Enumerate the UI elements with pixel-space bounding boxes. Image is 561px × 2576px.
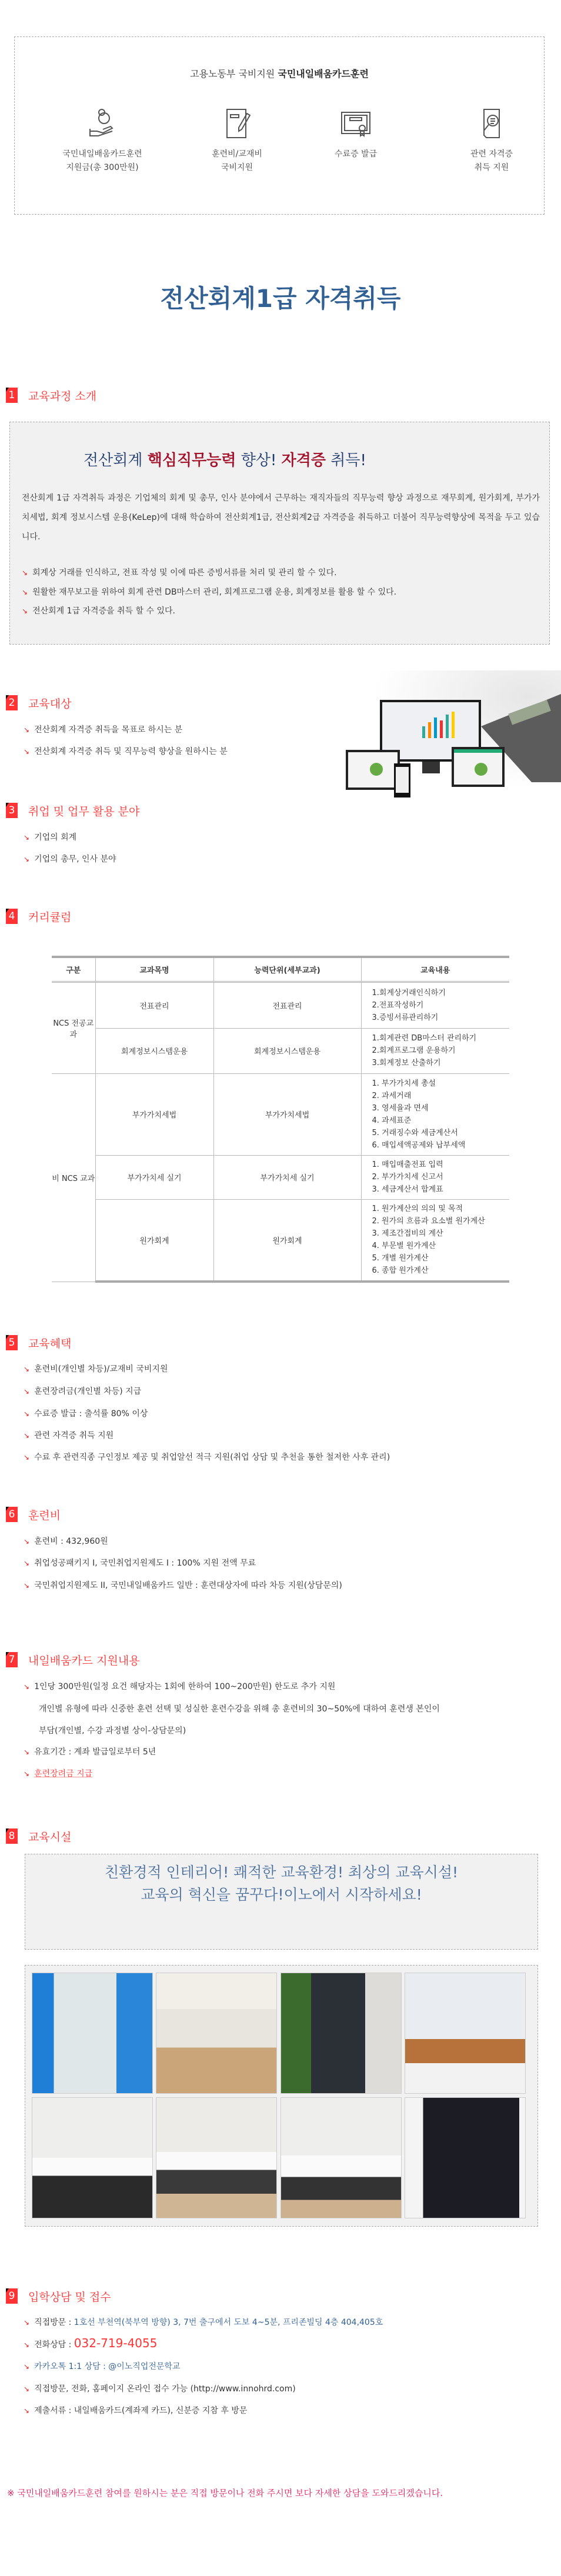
- subject-cell: 전표관리: [95, 982, 213, 1028]
- list-item-text: 훈련비(개인별 차등)/교재비 국비지원: [34, 1364, 168, 1374]
- certificate-icon: [340, 108, 372, 139]
- list-item-text: 수료 후 관련직종 구인정보 제공 및 취업알선 적극 지원(취업 상담 및 추천을 통한 철저한 사후 관리): [34, 1453, 390, 1462]
- hand-coin-icon: [86, 108, 118, 139]
- subject-cell: 원가회계: [95, 1199, 213, 1282]
- list-item-continuation: 개인별 유형에 따라 신중한 훈련 선택 및 성실한 훈련수강을 위해 총 훈련비의 30~50%에 대하여 훈련생 본인이: [39, 1704, 440, 1714]
- arrow-icon: ↘: [24, 2363, 30, 2371]
- unit-cell: 회계정보시스템운용: [213, 1028, 361, 1073]
- facility-slogan-box: [25, 1854, 538, 1950]
- list-item: [24, 1407, 148, 1419]
- section-title: 커리큘럼: [28, 910, 72, 924]
- arrow-icon: ↘: [24, 1453, 30, 1461]
- page-title: 전산회계1급 자격취득: [160, 284, 401, 313]
- slogan-line: 친환경적 인테리어! 쾌적한 교육환경! 최상의 교육시설!: [104, 1864, 459, 1881]
- table-row: [52, 1199, 509, 1282]
- course-intro-box: [9, 422, 550, 645]
- arrow-icon: ↘: [24, 1581, 30, 1590]
- arrow-icon: ↘: [24, 833, 30, 842]
- list-item-text: 훈련장려금(개인별 차등) 지급: [34, 1387, 142, 1396]
- list-item-text: 관련 자격증 취득 지원: [34, 1431, 114, 1440]
- footer-note: ※ 국민내일배움카드훈련 참여를 원하시는 분은 직접 방문이나 전화 주시면 보다 자세한 상담을 도와드리겠습니다.: [7, 2488, 443, 2498]
- feature-card: [433, 108, 550, 175]
- facility-photo-corridor: [280, 1973, 402, 2094]
- feature-label: 관련 자격증: [470, 149, 513, 159]
- section-header-card-support: [6, 1652, 140, 1667]
- list-item: [24, 2336, 157, 2350]
- arrow-icon: ↘: [24, 1365, 30, 1373]
- headline-part: 향상!: [236, 452, 282, 469]
- subject-cell: 부가가치세 실기: [95, 1155, 213, 1199]
- section-number-badge: 1: [6, 388, 18, 403]
- list-item-text: 회계상 거래를 인식하고, 전표 작성 및 이에 따른 증빙서류를 처리 및 관리 할 수 있다.: [32, 568, 337, 578]
- phone-label: 전화상담 :: [34, 2340, 74, 2350]
- list-item-text: 전산회계 자격증 취득 및 직무능력 향상을 원하시는 분: [34, 747, 228, 756]
- content-cell: 1. 원가계산의 의의 및 목적 2. 원가의 흐름과 요소별 원가계산 3. 제조간접비의 계산 4. 부문별 원가계산 5. 개별 원가계산 6. 종합 원가계산: [361, 1199, 509, 1282]
- section-header-curriculum: [6, 909, 71, 924]
- program-heading: [15, 66, 544, 80]
- section-title: 교육과정 소개: [28, 389, 97, 403]
- table-row: [52, 982, 509, 1028]
- list-item: [24, 1429, 113, 1441]
- online-application: 직접방문, 전화, 홈페이지 온라인 접수 가능 (http://www.innohrd.com): [34, 2384, 296, 2394]
- content-cell: 1. 부가가치세 총설 2. 과세거래 3. 영세율과 면세 4. 과세표준 5. 거래징수와 세금계산서 6. 매입세액공제와 납부세액: [361, 1073, 509, 1155]
- headline-highlight: 자격증: [281, 452, 326, 469]
- list-item: [24, 2383, 296, 2394]
- kakao-consult: 카카오톡 1:1 상담 : @이노직업전문학교: [34, 2362, 181, 2371]
- section-header-facilities: [6, 1828, 71, 1844]
- column-header: 능력단위(세부교과): [213, 957, 361, 982]
- arrow-icon: ↘: [24, 2341, 30, 2349]
- list-item: [24, 853, 116, 865]
- list-item-text: 1인당 300만원(일정 요건 해당자는 1회에 한하여 100~200만원) 한도로 추가 지원: [34, 1682, 336, 1691]
- list-item: [24, 1767, 92, 1779]
- slogan-line: 교육의 혁신을 꿈꾸다!이노에서 시작하세요!: [141, 1886, 422, 1903]
- feature-card: [44, 108, 161, 175]
- feature-card: [178, 108, 296, 175]
- table-row: [52, 1028, 509, 1073]
- section-title: 교육혜택: [28, 1337, 72, 1350]
- list-item: [24, 1385, 141, 1397]
- headline-part: 전산회계: [84, 452, 148, 469]
- column-header: 교과목명: [95, 957, 213, 982]
- list-item: [24, 1557, 256, 1569]
- section-title: 취업 및 업무 활용 분야: [28, 805, 140, 818]
- list-item-text: 원활한 재무보고를 위하여 회계 관련 DB마스터 관리, 회계프로그램 운용, 회계정보를 활용 할 수 있다.: [32, 588, 397, 597]
- column-header: 교육내용: [361, 957, 509, 982]
- arrow-icon: ↘: [24, 1748, 30, 1756]
- section-number-badge: 7: [6, 1652, 18, 1667]
- section-header-admission: [6, 2288, 111, 2304]
- list-item-text: 수료증 발급 : 출석률 80% 이상: [34, 1409, 148, 1419]
- section-header-intro: [6, 388, 96, 403]
- arrow-icon: ↘: [24, 855, 30, 863]
- list-item: [22, 566, 337, 578]
- subject-cell: 회계정보시스템운용: [95, 1028, 213, 1073]
- arrow-icon: ↘: [24, 726, 30, 734]
- arrow-icon: ↘: [24, 2385, 30, 2393]
- arrow-icon: ↘: [22, 588, 28, 596]
- list-item: [24, 745, 228, 757]
- visit-label: 직접방문 :: [34, 2318, 74, 2327]
- arrow-icon: ↘: [24, 1683, 30, 1691]
- unit-cell: 부가가치세 실기: [213, 1155, 361, 1199]
- facility-photo-entrance: [32, 1973, 153, 2094]
- arrow-icon: ↘: [24, 1537, 30, 1546]
- required-documents: 제출서류 : 내일배움카드(계좌제 카드), 신분증 지참 후 방문: [34, 2406, 248, 2415]
- intro-headline: [84, 448, 366, 470]
- feature-label: 훈련비/교재비: [212, 149, 262, 159]
- facility-photo-classroom: [32, 2097, 153, 2218]
- heading-prefix: 고용노동부 국비지원: [190, 68, 278, 79]
- facility-photo-counseling-room: [405, 2097, 526, 2218]
- unit-cell: 부가가치세법: [213, 1073, 361, 1155]
- section-number-badge: 3: [6, 803, 18, 818]
- group-cell: NCS 전공교과: [52, 982, 95, 1073]
- section-title: 입학상담 및 접수: [28, 2290, 111, 2304]
- list-item-text: 유효기간 : 계좌 발급일로부터 5년: [34, 1747, 156, 1757]
- facility-photo-reception: [405, 1973, 526, 2094]
- facility-gallery: [25, 1965, 538, 2227]
- content-cell: 1. 매입매출전표 입력 2. 부가가치세 신고서 3. 세금계산서 합계표: [361, 1155, 509, 1199]
- section-number-badge: 5: [6, 1335, 18, 1350]
- list-item-text: 훈련비 : 432,960원: [34, 1537, 108, 1546]
- list-item: [24, 1363, 168, 1374]
- list-item-text: 전산회계 자격증 취득을 목표로 하시는 분: [34, 725, 183, 735]
- list-item-text: 기업의 회계: [34, 833, 77, 842]
- table-row: [52, 1155, 509, 1199]
- facility-photo-lecture-room: [280, 2097, 402, 2218]
- section-title: 내일배움카드 지원내용: [28, 1654, 140, 1667]
- content-cell: 1.회계상거래인식하기 2.전표작성하기 3.증빙서류관리하기: [361, 982, 509, 1028]
- feature-label: 지원금(총 300만원): [66, 163, 139, 172]
- section-number-badge: 4: [6, 909, 18, 924]
- list-item: [22, 605, 175, 616]
- facility-photo-hallway: [156, 1973, 277, 2094]
- list-item: [24, 723, 182, 735]
- unit-cell: 전표관리: [213, 982, 361, 1028]
- section-number-badge: 2: [6, 695, 18, 710]
- arrow-icon: ↘: [24, 1432, 30, 1440]
- column-header: 구분: [52, 957, 95, 982]
- list-item: [24, 831, 76, 843]
- phone-number[interactable]: 032-719-4055: [74, 2336, 158, 2350]
- curriculum-table: [52, 956, 509, 1283]
- intro-features-box: [14, 36, 545, 215]
- list-item: [24, 2360, 180, 2372]
- list-item-text: 전산회계 1급 자격증을 취득 할 수 있다.: [32, 606, 175, 616]
- list-item-text: 기업의 총무, 인사 분야: [34, 855, 116, 864]
- section-header-benefits: [6, 1335, 71, 1350]
- content-cell: 1.회계관련 DB마스터 관리하기 2.회계프로그램 운용하기 3.회계정보 산출하기: [361, 1028, 509, 1073]
- arrow-icon: ↘: [22, 607, 28, 615]
- subject-cell: 부가가치세법: [95, 1073, 213, 1155]
- arrow-icon: ↘: [24, 1559, 30, 1567]
- arrow-icon: ↘: [24, 1410, 30, 1418]
- arrow-icon: ↘: [24, 748, 30, 756]
- list-item: [24, 1680, 335, 1692]
- headline-part: 취득!: [325, 452, 366, 469]
- arrow-icon: ↘: [22, 569, 28, 577]
- list-item: [24, 1451, 390, 1463]
- arrow-icon: ↘: [24, 1387, 30, 1396]
- visit-address: 1호선 부천역(북부역 방향) 3, 7번 출구에서 도보 4~5분, 프리존빌딩 4층 404,405호: [74, 2318, 383, 2327]
- section-title: 훈련비: [28, 1509, 61, 1522]
- section-header-target: [6, 695, 71, 710]
- intro-paragraph: 전산회계 1급 자격취득 과정은 기업체의 회계 및 총무, 인사 분야에서 근무하는 재직자들의 직무능력 향상 과정으로 재무회계, 원가회계, 부가가치세법, 회계 정보시스템 운용(KeLep)에 대해 학습하여 전산회계1급, 전산회계2급 자격증을 취득하고 더불어 직무능력향상에 목적을 두고 있습니다.: [22, 493, 540, 542]
- table-header-row: [52, 957, 509, 982]
- devices-calculator-image: [340, 670, 561, 800]
- arrow-icon: ↘: [24, 2407, 30, 2415]
- arrow-icon: ↘: [24, 1770, 30, 1778]
- notebook-pencil-icon: [221, 108, 253, 139]
- table-row: [52, 1073, 509, 1155]
- facility-photo-computer-lab: [156, 2097, 277, 2218]
- feature-label: 국민내일배움카드훈련: [62, 149, 142, 159]
- training-allowance-link[interactable]: 훈련장려금 지급: [34, 1769, 93, 1778]
- headline-highlight: 핵심직무능력: [147, 452, 236, 469]
- list-item: [24, 2316, 383, 2328]
- section-title: 교육시설: [28, 1830, 72, 1844]
- arrow-icon: ↘: [24, 2318, 30, 2327]
- group-cell: 비 NCS 교과: [52, 1073, 95, 1282]
- unit-cell: 원가회계: [213, 1199, 361, 1282]
- document-search-icon: [476, 108, 507, 139]
- list-item-text: 취업성공패키지 I, 국민취업지원제도 I : 100% 지원 전액 무료: [34, 1559, 256, 1568]
- section-number-badge: 9: [6, 2288, 18, 2304]
- list-item: [24, 1535, 108, 1547]
- feature-card: [297, 108, 415, 161]
- section-number-badge: 8: [6, 1828, 18, 1844]
- feature-label: 취득 지원: [474, 163, 509, 172]
- feature-label: 국비지원: [221, 163, 253, 172]
- list-item: [24, 1746, 156, 1757]
- heading-bold: 국민내일배움카드훈련: [278, 68, 369, 79]
- section-header-fields: [6, 803, 139, 818]
- list-item: [24, 2404, 247, 2416]
- list-item-continuation: 부담(개인별, 수강 과정별 상이-상담문의): [39, 1726, 186, 1736]
- list-item: [22, 586, 396, 598]
- section-title: 교육대상: [28, 697, 72, 710]
- list-item: [24, 1579, 342, 1591]
- section-number-badge: 6: [6, 1507, 18, 1522]
- section-header-fee: [6, 1507, 61, 1522]
- list-item-text: 국민취업지원제도 II, 국민내일배움카드 일반 : 훈련대상자에 따라 차등 지원(상담문의): [34, 1581, 342, 1590]
- feature-label: 수료증 발급: [334, 149, 378, 159]
